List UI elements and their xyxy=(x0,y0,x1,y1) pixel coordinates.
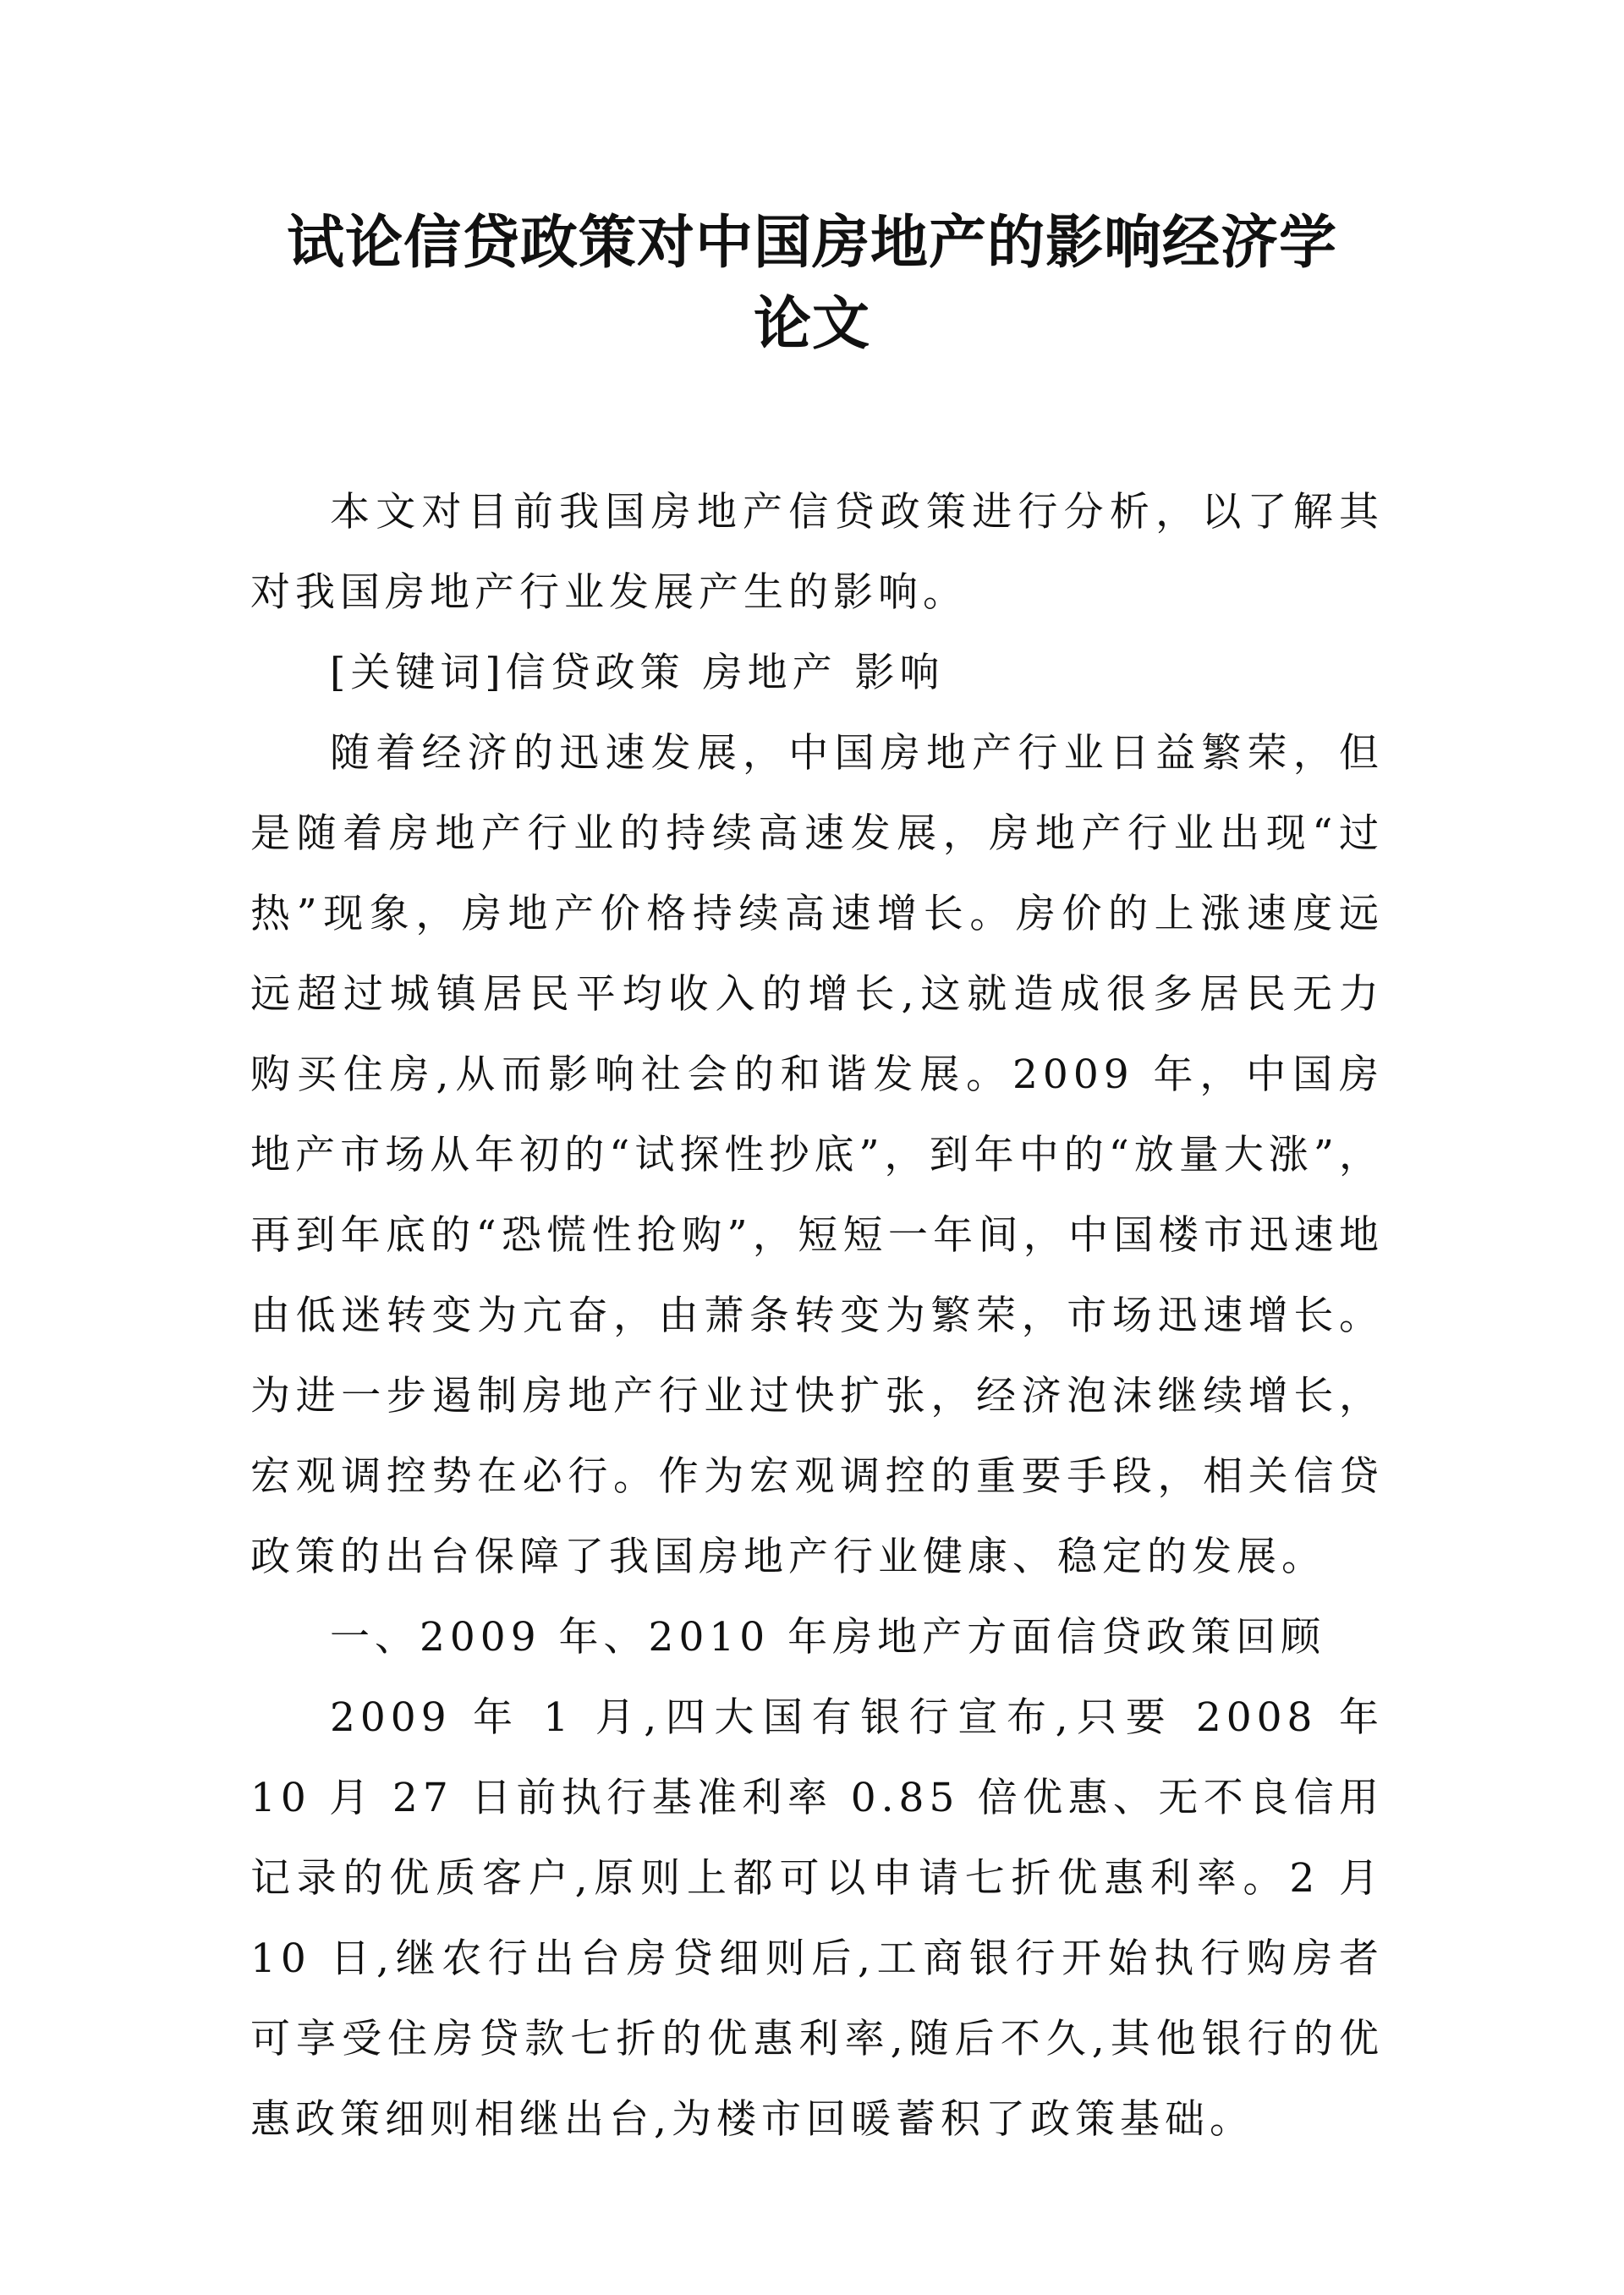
section-heading: 一、2009 年、2010 年房地产方面信贷政策回顾 xyxy=(330,1614,1326,1661)
document-title-line-1: 试论信贷政策对中国房地产的影响经济学 xyxy=(286,210,1337,277)
document-title-line-2: 论文 xyxy=(753,291,870,358)
abstract-paragraph: 本文对目前我国房地产信贷政策进行分析，以了解其对我国房地产行业发展产生的影响。 xyxy=(250,489,1384,616)
document-body xyxy=(250,472,1384,2160)
section-paragraph: 2009 年 1 月,四大国有银行宣布,只要 2008 年 10 月 27 日前执行基准利率 0.85 倍优惠、无不良信用记录的优质客户,原则上都可以申请七折优惠利率。2 月 10 日,继农行出台房贷细则后,工商银行开始执行购房者可享受住房贷款七折的优惠利率,随后不久,其他银行的优惠政策细则相继出台,为楼市回暖蓄积了政策基础。 xyxy=(250,1694,1384,2143)
keywords-paragraph: [关键词]信贷政策 房地产 影响 xyxy=(330,650,945,696)
intro-paragraph: 随着经济的迅速发展，中国房地产行业日益繁荣，但是随着房地产行业的持续高速发展，房地产行业出现“过热”现象，房地产价格持续高速增长。房价的上涨速度远远超过城镇居民平均收入的增长,这就造成很多居民无力购买住房,从而影响社会的和谐发展。2009 年，中国房地产市场从年初的“试探性抄底”，到年中的“放量大涨”，再到年底的“恐慌性抢购”，短短一年间，中国楼市迅速地由低迷转变为亢奋，由萧条转变为繁荣，市场迅速增长。为进一步遏制房地产行业过快扩张，经济泡沫继续增长，宏观调控势在必行。作为宏观调控的重要手段，相关信贷政策的出台保障了我国房地产行业健康、稳定的发展。 xyxy=(250,730,1384,1580)
